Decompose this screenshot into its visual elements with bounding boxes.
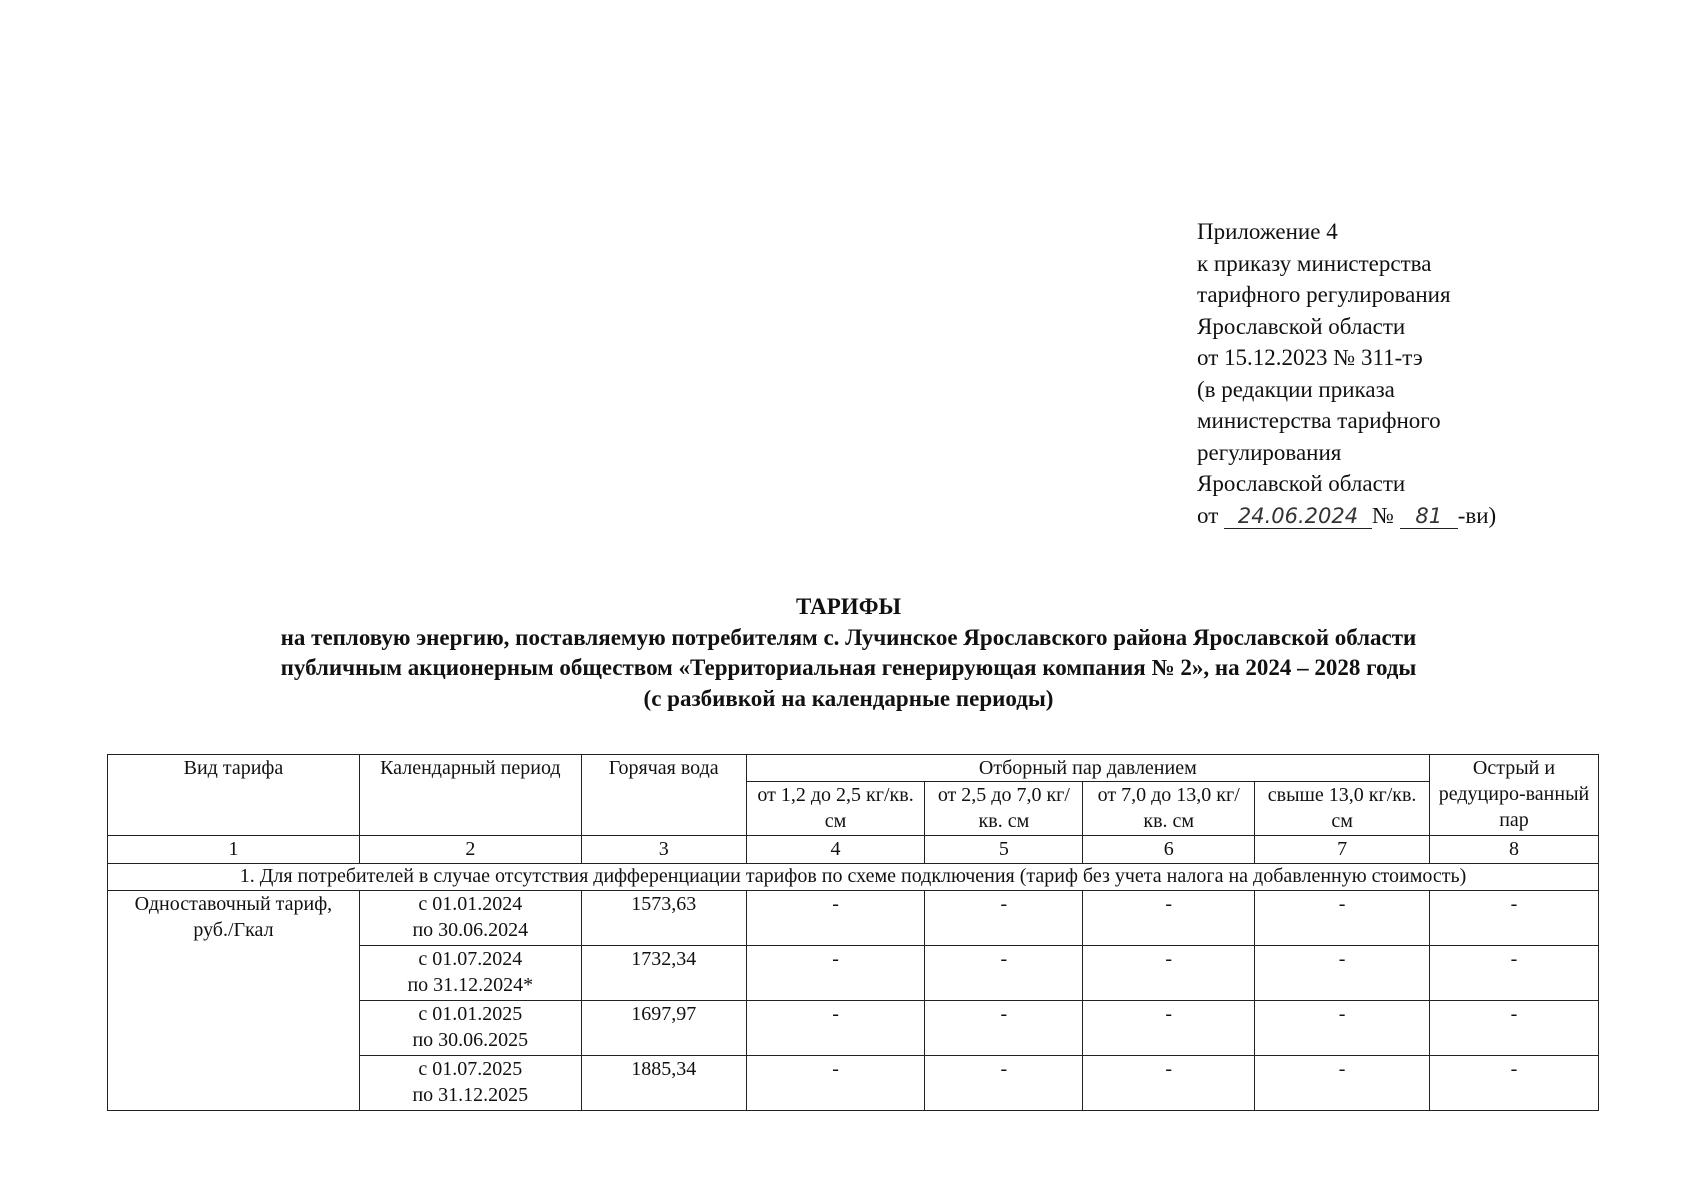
period-to: по 31.12.2025	[412, 1084, 529, 1106]
header-steam-1: от 1,2 до 2,5 кг/кв. см	[746, 782, 925, 836]
period-cell	[359, 891, 581, 946]
appendix-line: (в редакции приказа	[1197, 376, 1395, 402]
appendix-line: тарифного регулирования	[1197, 282, 1451, 307]
period-from: с 01.01.2024	[418, 893, 523, 915]
value-cell: -	[1430, 891, 1599, 946]
value-cell: -	[1083, 891, 1255, 946]
title-heading: ТАРИФЫ	[795, 594, 902, 619]
table-row	[108, 891, 1599, 946]
value-cell: -	[746, 946, 925, 1001]
header-sharp-steam: Острый и редуциро-ванный пар	[1430, 755, 1599, 836]
column-number: 8	[1430, 836, 1599, 864]
title-line: на тепловую энергию, поставляемую потребителям с. Лучинское Ярославского района Ярославской области	[280, 624, 1417, 650]
title-line: публичным акционерным обществом «Территориальная генерирующая компания № 2», на 2024 – 2028 годы	[280, 655, 1417, 680]
appendix-amendment-line	[1197, 500, 1496, 532]
value-cell: -	[746, 1001, 925, 1056]
header-steam-2: от 2,5 до 7,0 кг/кв. см	[925, 782, 1083, 836]
hot-water-price: 1885,34	[581, 1056, 746, 1111]
value-cell: -	[1430, 1056, 1599, 1111]
appendix-line: регулирования	[1197, 439, 1342, 465]
period-to: по 30.06.2025	[412, 1029, 529, 1051]
value-cell: -	[1255, 1001, 1430, 1056]
column-number: 7	[1255, 836, 1430, 864]
value-cell: -	[1430, 1001, 1599, 1056]
column-number: 3	[581, 836, 746, 864]
document-title	[0, 592, 1697, 714]
column-number: 1	[108, 836, 360, 864]
column-number: 6	[1083, 836, 1255, 864]
period-from: с 01.07.2025	[418, 1058, 523, 1080]
value-cell: -	[1430, 946, 1599, 1001]
amendment-prefix: от	[1197, 502, 1219, 528]
period-to: по 30.06.2024	[412, 919, 529, 941]
value-cell: -	[1255, 891, 1430, 946]
appendix-block	[1197, 216, 1496, 531]
period-to: по 31.12.2024*	[407, 974, 534, 996]
value-cell: -	[1083, 1056, 1255, 1111]
column-number: 5	[925, 836, 1083, 864]
handwritten-date: 24.06.2024	[1224, 504, 1372, 529]
period-cell	[359, 1001, 581, 1056]
period-cell	[359, 946, 581, 1001]
header-steam-group: Отборный пар давлением	[746, 755, 1429, 782]
hot-water-price: 1732,34	[581, 946, 746, 1001]
hot-water-price: 1697,97	[581, 1001, 746, 1056]
appendix-line: от 15.12.2023 № 311-тэ	[1197, 345, 1423, 370]
value-cell: -	[1083, 946, 1255, 1001]
appendix-line: Ярославской области	[1197, 471, 1406, 496]
value-cell: -	[925, 946, 1083, 1001]
column-number: 2	[359, 836, 581, 864]
row-label: Одноставочный тариф, руб./Гкал	[108, 891, 360, 1111]
header-hot-water: Горячая вода	[581, 755, 746, 836]
header-steam-4: свыше 13,0 кг/кв. см	[1255, 782, 1430, 836]
value-cell: -	[925, 1056, 1083, 1111]
period-cell	[359, 1056, 581, 1111]
number-sign: №	[1372, 502, 1394, 528]
column-numbers-row	[108, 836, 1599, 864]
appendix-line: Приложение 4	[1197, 219, 1338, 244]
header-row	[108, 755, 1599, 782]
title-line: (с разбивкой на календарные периоды)	[643, 685, 1054, 711]
value-cell: -	[925, 1001, 1083, 1056]
appendix-line: министерства тарифного	[1197, 408, 1441, 433]
value-cell: -	[1255, 946, 1430, 1001]
period-from: с 01.01.2025	[418, 1003, 523, 1025]
appendix-line: к приказу министерства	[1197, 250, 1432, 276]
hot-water-price: 1573,63	[581, 891, 746, 946]
appendix-line: Ярославской области	[1197, 313, 1406, 339]
section-title: 1. Для потребителей в случае отсутствия дифференциации тарифов по схеме подключения (тариф без учета налога на добавленную стоимость)	[108, 864, 1599, 891]
value-cell: -	[746, 891, 925, 946]
value-cell: -	[746, 1056, 925, 1111]
section-row	[108, 864, 1599, 891]
period-from: с 01.07.2024	[418, 948, 523, 970]
header-steam-3: от 7,0 до 13,0 кг/кв. см	[1083, 782, 1255, 836]
value-cell: -	[1083, 1001, 1255, 1056]
column-number: 4	[746, 836, 925, 864]
value-cell: -	[925, 891, 1083, 946]
header-period: Календарный период	[359, 755, 581, 836]
amendment-suffix: -ви)	[1457, 502, 1497, 528]
handwritten-number: 81	[1400, 504, 1458, 529]
tariffs-table	[107, 754, 1599, 1111]
value-cell: -	[1255, 1056, 1430, 1111]
header-tariff-type: Вид тарифа	[108, 755, 360, 836]
